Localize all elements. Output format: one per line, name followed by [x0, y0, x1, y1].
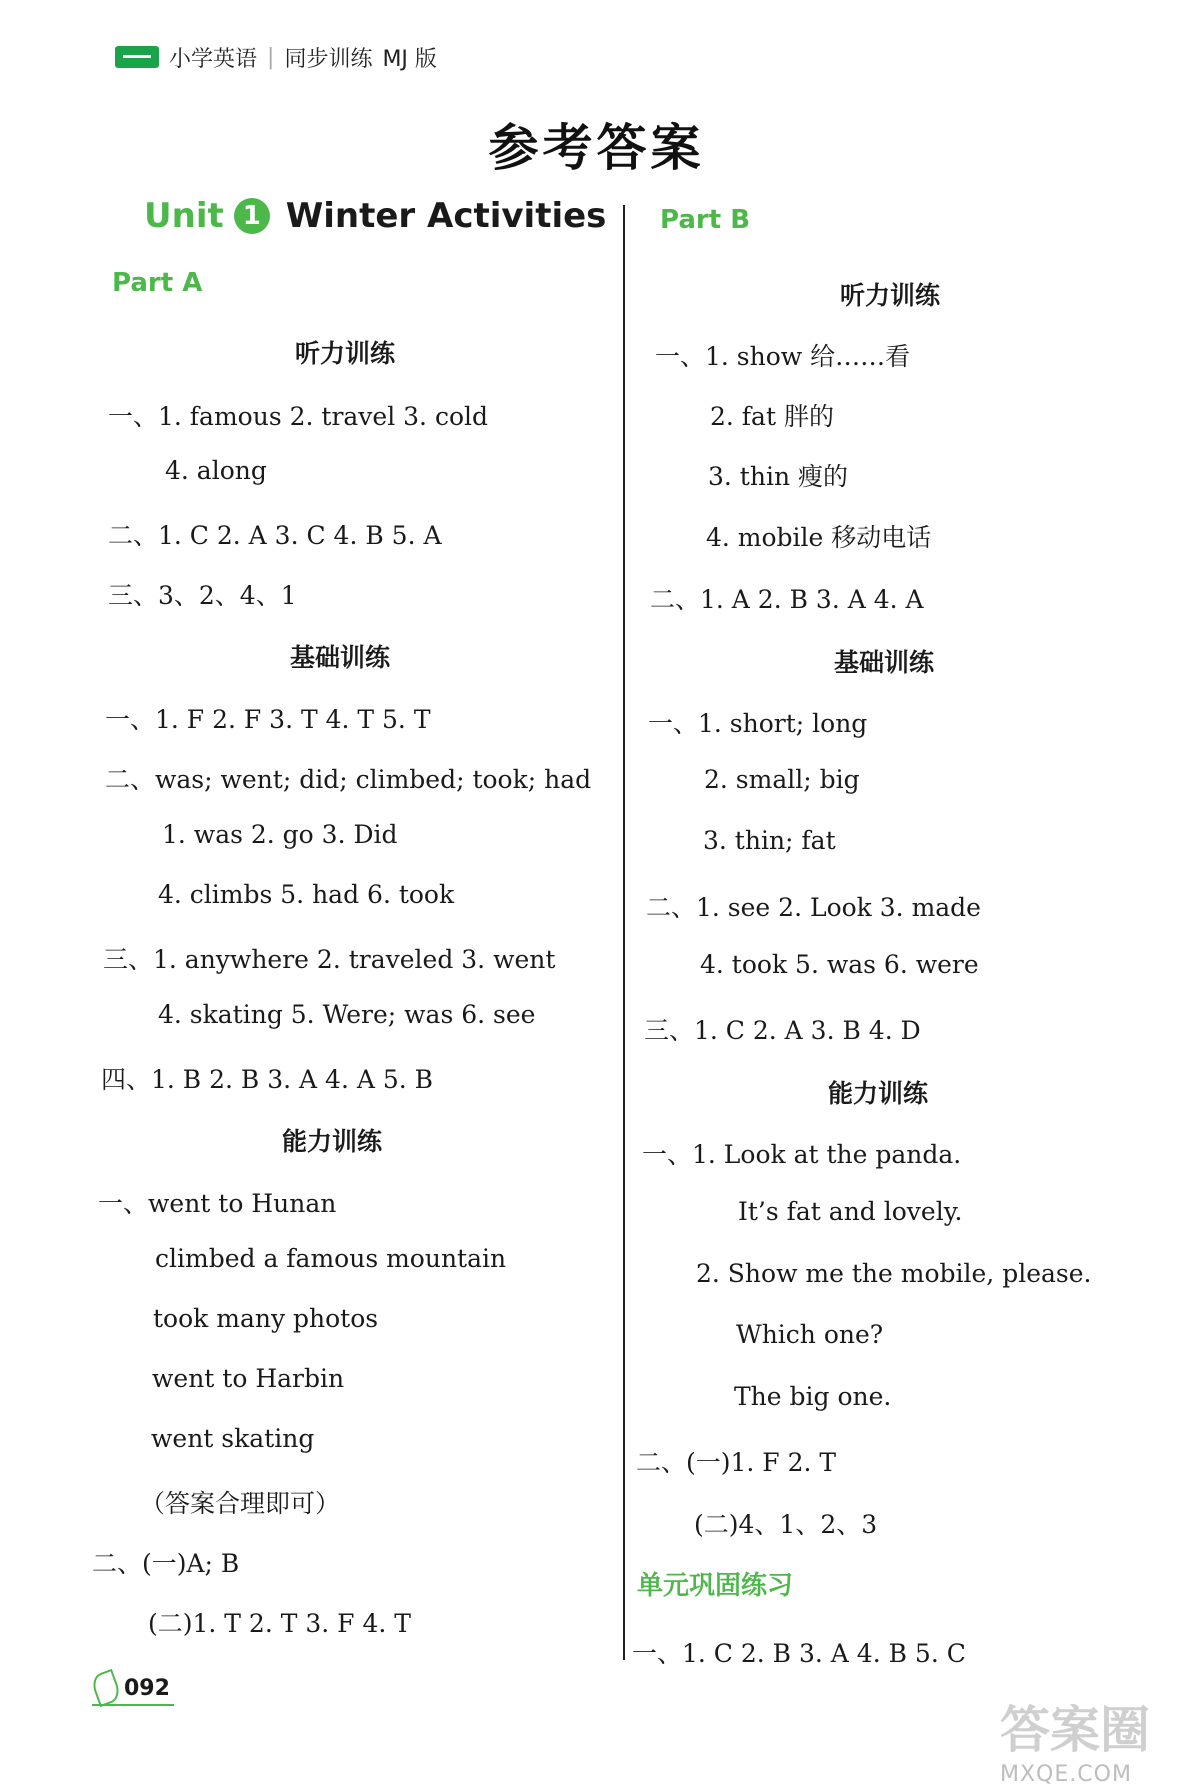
answer-line: 4. skating 5. Were; was 6. see [158, 1000, 536, 1029]
header-series: 同步训练 [284, 46, 373, 72]
answer-line: 二、1. see 2. Look 3. made [646, 893, 981, 922]
left-ability-heading: 能力训练 [282, 1127, 383, 1156]
watermark-top: 答案圈 [1000, 1701, 1150, 1759]
answer-line: 一、1. F 2. F 3. T 4. T 5. T [105, 705, 431, 734]
answer-line: Which one? [736, 1320, 884, 1349]
right-ability-heading: 能力训练 [828, 1079, 929, 1108]
right-listening-heading: 听力训练 [840, 281, 941, 310]
answer-line: （答案合理即可） [140, 1489, 341, 1518]
header-separator: | [267, 44, 275, 70]
answer-line: 一、1. C 2. B 3. A 4. B 5. C [632, 1639, 966, 1668]
answer-line: 4. took 5. was 6. were [700, 950, 979, 979]
header-edition: MJ 版 [382, 46, 437, 72]
answer-line: (二)1. T 2. T 3. F 4. T [148, 1609, 411, 1638]
answer-line: climbed a famous mountain [155, 1244, 507, 1273]
right-basic-heading: 基础训练 [834, 648, 935, 677]
answer-line: 1. was 2. go 3. Did [162, 820, 398, 849]
header-subject: 小学英语 [169, 46, 258, 72]
answer-line: 2. fat 胖的 [710, 402, 834, 431]
page-number-underline [92, 1704, 174, 1706]
unit-name: Winter Activities [285, 196, 607, 236]
answer-line: 3. thin; fat [703, 826, 836, 855]
answer-line: The big one. [734, 1382, 892, 1411]
answer-line: 二、(一)1. F 2. T [636, 1448, 837, 1477]
column-divider [623, 205, 625, 1660]
page-number-text: 092 [124, 1675, 170, 1701]
answer-line: (二)4、1、2、3 [694, 1510, 878, 1539]
answer-line: 2. Show me the mobile, please. [696, 1259, 1092, 1288]
answer-line: 4. along [165, 456, 267, 485]
answer-line: It’s fat and lovely. [738, 1197, 963, 1226]
answer-line: 一、1. famous 2. travel 3. cold [108, 402, 489, 431]
answer-line: 4. mobile 移动电话 [706, 523, 932, 552]
answer-line: 二、1. A 2. B 3. A 4. A [650, 585, 924, 614]
answer-line: 一、1. short; long [648, 709, 868, 738]
publisher-logo-icon [115, 46, 159, 68]
part-a-heading: Part A [112, 268, 203, 298]
watermark [1000, 1690, 1150, 1787]
answer-line: 二、was; went; did; climbed; took; had [105, 765, 592, 794]
answer-line: 3. thin 瘦的 [708, 462, 848, 491]
answer-line: 二、1. C 2. A 3. C 4. B 5. A [108, 521, 442, 550]
answer-line: went to Harbin [152, 1364, 345, 1393]
answer-line: went skating [151, 1424, 315, 1453]
unit-word: Unit [144, 196, 224, 236]
answer-line: 4. climbs 5. had 6. took [158, 880, 455, 909]
unit-heading [144, 196, 606, 236]
part-b-heading: Part B [660, 205, 751, 235]
answer-line: 一、1. Look at the panda. [642, 1140, 962, 1169]
watermark-bottom: MXQE.COM [1000, 1762, 1132, 1787]
answer-line: 四、1. B 2. B 3. A 4. A 5. B [101, 1065, 434, 1094]
leaf-icon [89, 1669, 122, 1707]
answer-line: took many photos [153, 1304, 379, 1333]
review-heading: 单元巩固练习 [637, 1571, 794, 1601]
unit-number-badge: 1 [234, 198, 270, 234]
left-listening-heading: 听力训练 [295, 339, 396, 368]
page-title: 参考答案 [488, 119, 705, 177]
answer-line: 一、1. show 给……看 [655, 342, 911, 371]
answer-line: 三、3、2、4、1 [108, 581, 297, 610]
book-header [115, 40, 437, 74]
left-basic-heading: 基础训练 [290, 643, 391, 672]
answer-line: 三、1. C 2. A 3. B 4. D [644, 1016, 921, 1045]
answer-line: 一、went to Hunan [98, 1189, 337, 1218]
answer-line: 三、1. anywhere 2. traveled 3. went [103, 945, 556, 974]
answer-line: 二、(一)A; B [92, 1549, 240, 1578]
answer-line: 2. small; big [704, 765, 860, 794]
page-number [94, 1672, 170, 1704]
